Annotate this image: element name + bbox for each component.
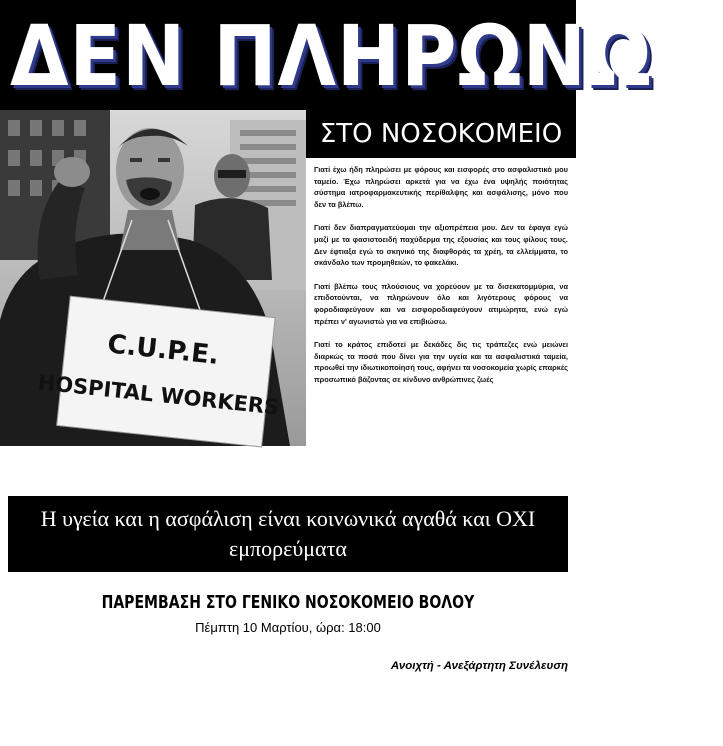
paragraph-4: Γιατί το κράτος επιδοτεί με δεκάδες δις τις τράπεζες ενώ μειώνει διαρκώς τα ποσά που δίνει για την υγεία και τα ασφαλιστικά ταμεία, προωθεί την ιδιωτικοποίησή τους, αφήνει τα νοσοκομεία χωρίς επαρκές προσωπικό βάζοντας σε κίνδυνο ανθρώπινες ζωές — [314, 340, 569, 384]
event-title — [0, 592, 576, 613]
paragraph-3: Γιατί βλέπω τους πλούσιους να χορεύουν με τα δισεκατομμύρια, να επιδοτούνται, να πληρώνουν όλο και λιγότερους φόρους να φοροδιαφεύγουν και να εισφοροδιαφεύγουν ατιμώρητα, ενώ εγώ πρέπει ν' αγωνιστώ για να επιβιώσω. — [314, 281, 568, 326]
subheadline: ΣΤΟ ΝΟΣΟΚΟΜΕΙΟ — [319, 119, 563, 149]
top-banner — [0, 0, 652, 110]
protest-photo-illustration — [0, 110, 306, 446]
subheadline-box — [306, 110, 576, 158]
paragraph-2: Γιατί δεν διαπραγματεύομαι την αξιοπρέπεια μου. Δεν τα έφαγα εγώ μαζί με τα φασιστοειδή παχύδερμα της εξουσίας και τους φίλους τους. Δεν έφτιαξα εγώ το σκηνικό της διαφθοράς τα χρέη, τα ελλείμματα, το σκάνδαλο των προμηθειών, το φακελάκι. — [314, 223, 568, 268]
headline — [10, 6, 652, 106]
event-date: Πέμπτη 10 Μαρτίου, ώρα: 18:00 — [195, 620, 381, 635]
sign-line-1: C.U.P.E. — [105, 329, 221, 371]
protest-photo — [0, 110, 306, 446]
sign-line-2: HOSPITAL WORKERS — [36, 370, 281, 420]
slogan-box — [8, 496, 568, 572]
organizer: Ανοιχτή - Ανεξάρτητη Συνέλευση — [390, 660, 568, 672]
reasons-text — [314, 164, 568, 398]
slogan: Η υγεία και η ασφάλιση είναι κοινωνικά αγαθά και ΟΧΙ εμπορεύματα — [40, 506, 536, 561]
event-title-text: ΠΑΡΕΜΒΑΣΗ ΣΤΟ ΓΕΝΙΚΟ ΝΟΣΟΚΟΜΕΙΟ ΒΟΛΟΥ — [101, 592, 475, 613]
paragraph-1: Γιατί έχω ήδη πληρώσει με φόρους και εισφορές στο ασφαλιστικό μου ταμείο. Έχω πληρώσει αρκετά για να έχω ένα υψηλής ποιότητας σύστημα ιατροφαρμακευτικής περίθαλψης και ασφάλισης, μόνο που δεν τα βλέπω. — [314, 165, 568, 209]
headline-text: ΔΕΝ ΠΛΗΡΩΝΩ — [10, 7, 652, 105]
